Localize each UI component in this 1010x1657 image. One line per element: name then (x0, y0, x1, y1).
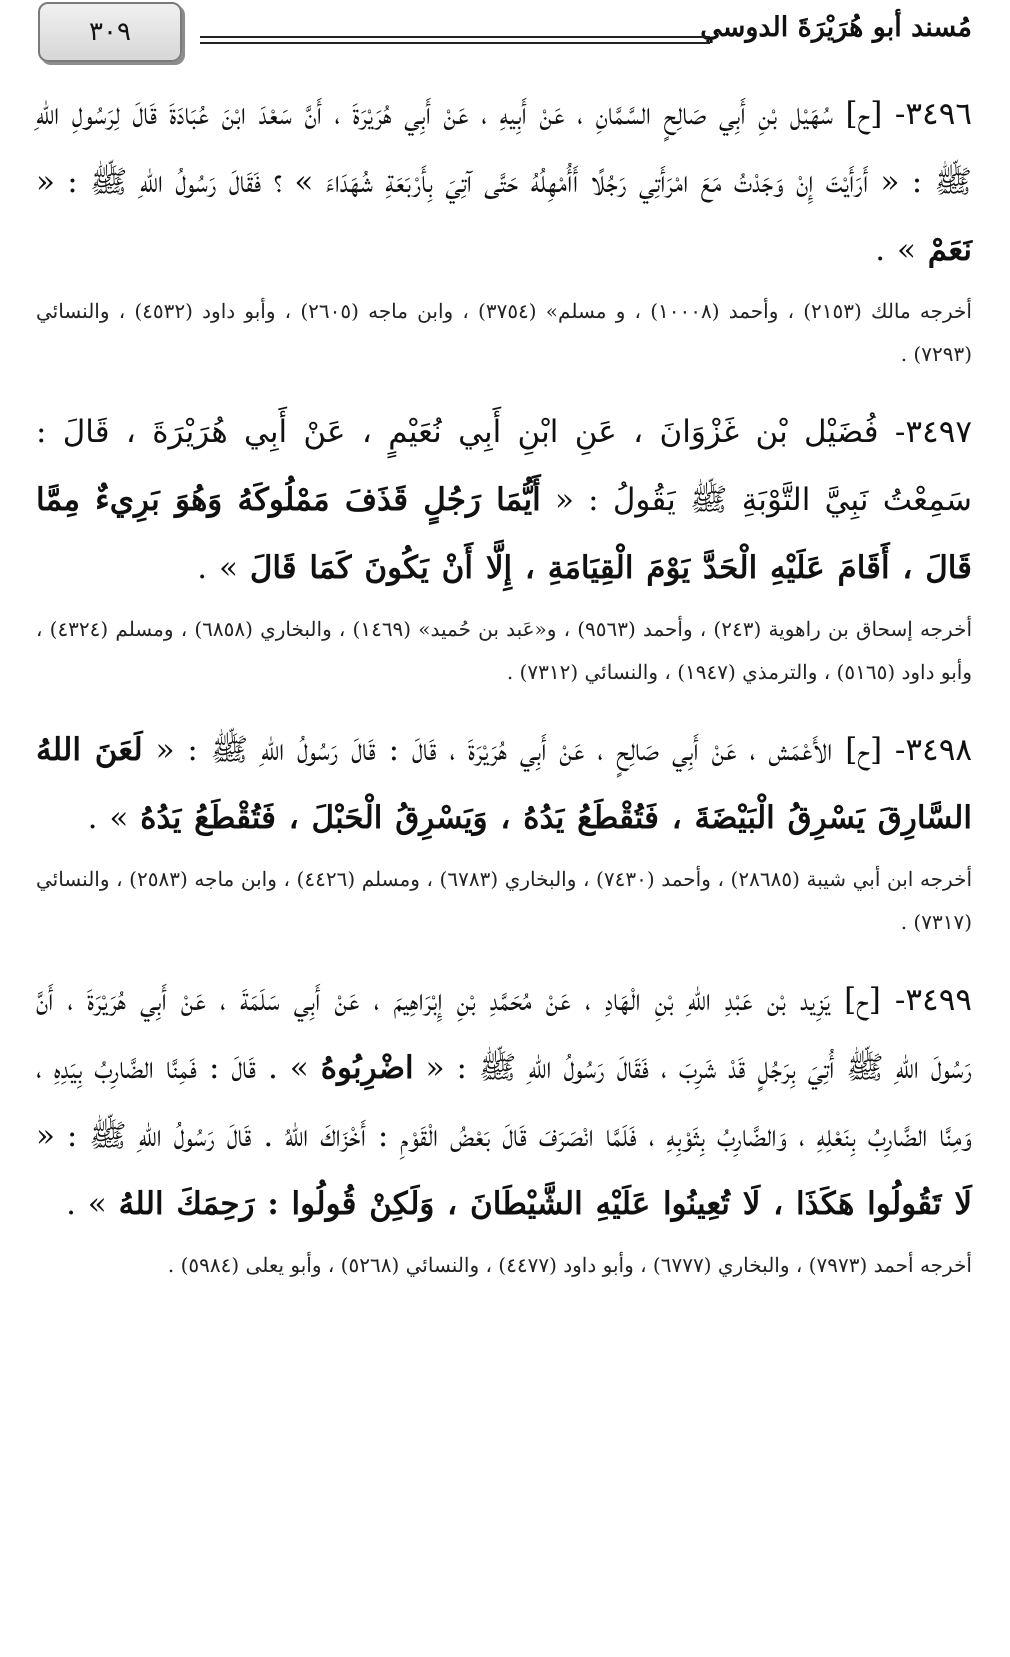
prophetic-saying-2: لَا تَقُولُوا هَكَذَا ، لَا تُعِينُوا عَلَيْهِ الشَّيْطَانَ ، وَلَكِنْ قُولُوا : رَحِمَكَ اللهُ (118, 1186, 972, 1222)
hadith-3496 (36, 80, 972, 284)
header-rule (200, 36, 710, 44)
hadith-text: [ح] الأَعْمَش ، عَنْ أَبِي صَالِحٍ ، عَنْ أَبِي هُرَيْرَةَ ، قَالَ : قَالَ رَسُولُ اللهِ ﷺ : « (155, 732, 883, 768)
page-content (36, 80, 972, 1309)
hadith-text-end: » . (66, 1186, 107, 1222)
hadith-number: ٣٤٩٨- (894, 732, 972, 768)
hadith-text: [ح] يَزِيد بْن عَبْدِ اللهِ بْنِ الْهَادِ ، عَنْ مُحَمَّدِ بْنِ إِبْرَاهِيمَ ، عَنْ أَبِي سَلَمَةَ ، عَنْ أَبِي هُرَيْرَةَ ، أَنَّ رَسُولَ اللهِ ﷺ أُتِيَ بِرَجُلٍ قَدْ شَرِبَ ، فَقَالَ رَسُولُ اللهِ ﷺ : « (36, 982, 972, 1086)
takhrij-3499: أخرجه أحمد (٧٩٧٣) ، والبخاري (٦٧٧٧) ، وأبو داود (٤٤٧٧) ، والنسائي (٥٢٦٨) ، وأبو يعلى (٥٩٨٤) . (167, 1253, 972, 1277)
hadith-text-middle: » . قَالَ : فَمِنَّا الضَّارِبُ بِيَدِهِ ، وَمِنَّا الضَّارِبُ بِنَعْلِهِ ، وَالضَّارِبُ بِثَوْبِهِ ، فَلَمَّا انْصَرَفَ قَالَ بَعْضُ الْقَوْمِ : أَخْزَاكَ اللهُ . قَالَ رَسُولُ اللهِ ﷺ : « (36, 1050, 972, 1154)
hadith-text: [ح] سُهَيْل بْنِ أَبِي صَالِحٍ السَّمَّانِ ، عَنْ أَبِيهِ ، عَنْ أَبِي هُرَيْرَةَ ، أَنَّ سَعْدَ ابْنَ عُبَادَةَ قَالَ لِرَسُولِ اللهِ ﷺ : « أَرَأَيْتَ إِنْ وَجَدْتُ مَعَ امْرَأَتِي رَجُلًا أَأُمْهِلُهُ حَتَّى آتِيَ بِأَرْبَعَةِ شُهَدَاءَ » ؟ فَقَالَ رَسُولُ اللهِ ﷺ : « (36, 96, 972, 200)
hadith-number: ٣٤٩٦- (894, 96, 972, 132)
hadith-text-end: » . (197, 550, 238, 586)
takhrij-3498: أخرجه ابن أبي شيبة (٢٨٦٨٥) ، وأحمد (٧٤٣٠) ، والبخاري (٦٧٨٣) ، ومسلم (٤٤٢٦) ، وابن ماجه (٢٥٨٣) ، والنسائي (٧٣١٧) . (36, 867, 973, 934)
hadith-3499 (36, 966, 972, 1238)
takhrij-3496: أخرجه مالك (٢١٥٣) ، وأحمد (١٠٠٠٨) ، و مسلم» (٣٧٥٤) ، وابن ماجه (٢٦٠٥) ، وأبو داود (٤٥٣٢) ، والنسائي (٧٢٩٣) . (36, 299, 972, 366)
page-header (0, 0, 1010, 70)
hadith-number: ٣٤٩٧- (894, 414, 973, 450)
hadith-3498 (36, 716, 972, 852)
hadith-number: ٣٤٩٩- (894, 982, 972, 1018)
prophetic-saying: أَيُّمَا رَجُلٍ قَذَفَ مَمْلُوكَهُ وَهُوَ بَرِيءٌ مِمَّا قَالَ ، أَقَامَ عَلَيْهِ الْحَدَّ يَوْمَ الْقِيَامَةِ ، إِلَّا أَنْ يَكُونَ كَمَا قَالَ (36, 482, 972, 586)
hadith-text: فُضَيْل بْن غَزْوَانَ ، عَنِ ابْنِ أَبِي نُعَيْمٍ ، عَنْ أَبِي هُرَيْرَةَ ، قَالَ : سَمِعْتُ نَبِيَّ التَّوْبَةِ ﷺ يَقُولُ : « (36, 414, 972, 518)
running-title: مُسند أبو هُرَيْرَةَ الدوسي (700, 12, 972, 43)
hadith-text-end: » . (87, 800, 129, 836)
page-number: ٣٠٩ (38, 2, 182, 62)
hadith-text-end: » . (875, 232, 916, 268)
takhrij-3497: أخرجه إسحاق بن راهوية (٢٤٣) ، وأحمد (٩٥٦٣) ، و«عَبد بن حُميد» (١٤٦٩) ، والبخاري (٦٨٥٨) ، ومسلم (٤٣٢٤) ، وأبو داود (٥١٦٥) ، والترمذي (١٩٤٧) ، والنسائي (٧٣١٢) . (36, 617, 972, 684)
prophetic-saying: لَعَنَ اللهُ السَّارِقَ يَسْرِقُ الْبَيْضَةَ ، فَتُقْطَعُ يَدُهُ ، وَيَسْرِقُ الْحَبْلَ ، فَتُقْطَعُ يَدُهُ (36, 732, 972, 836)
prophetic-saying: نَعَمْ (927, 232, 972, 268)
hadith-3497 (36, 398, 972, 602)
prophetic-saying: اضْرِبُوهُ (320, 1050, 414, 1086)
